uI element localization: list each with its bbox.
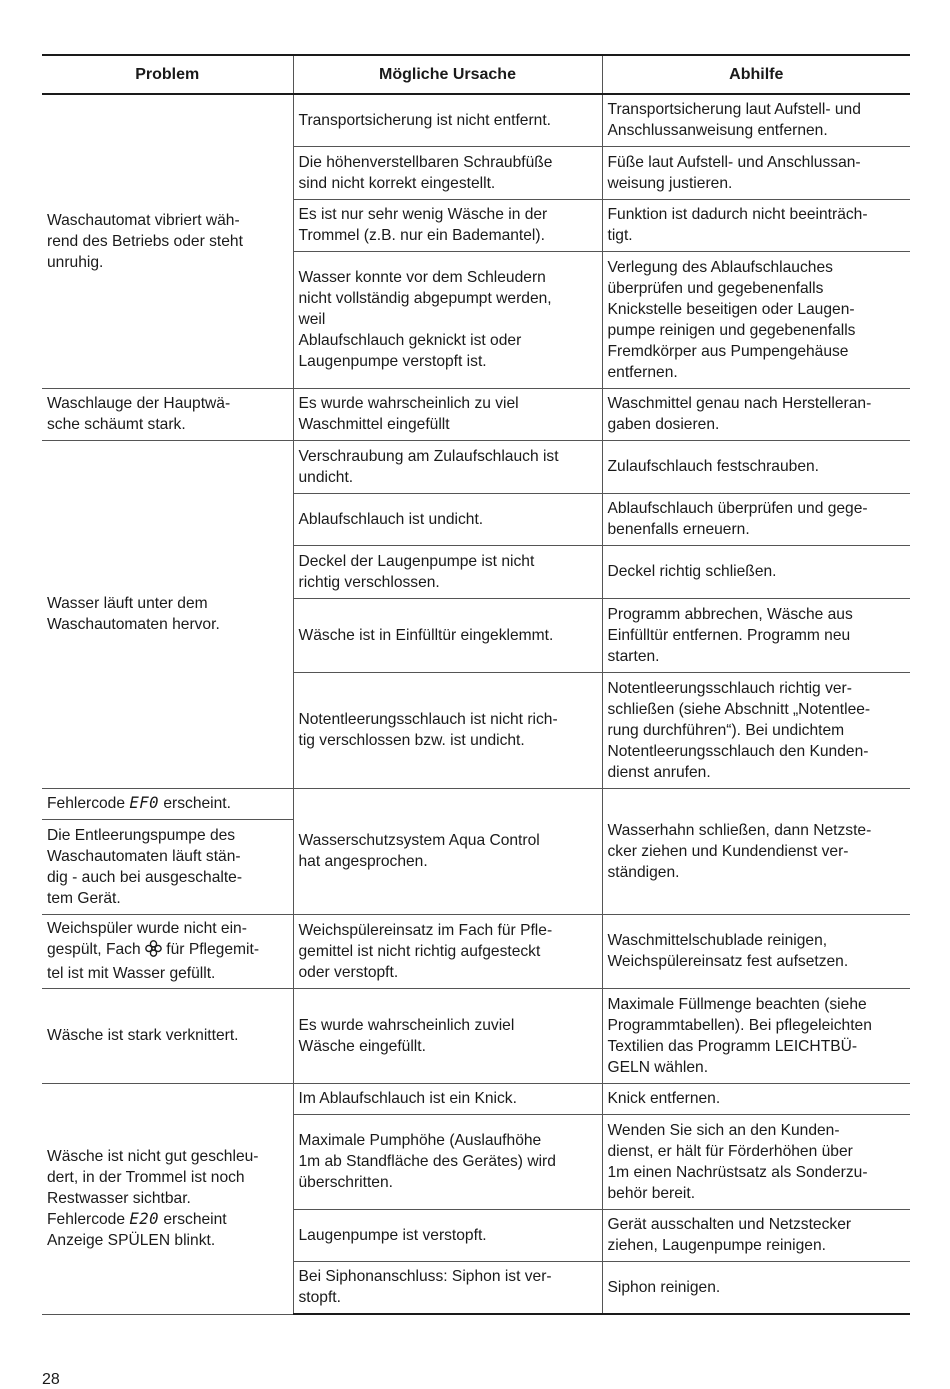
remedy-cell: Gerät ausschalten und Netzstecker ziehen, Laugenpumpe reinigen. xyxy=(602,1209,910,1261)
table-row xyxy=(42,988,910,1083)
remedy-cell: Waschmittelschublade reinigen, Weichspülereinsatz fest aufsetzen. xyxy=(602,914,910,988)
cause-cell: Maximale Pumphöhe (Auslaufhöhe 1m ab Standfläche des Gerätes) wird überschritten. xyxy=(293,1114,602,1209)
problem-text: Wäsche ist nicht gut geschleu- dert, in der Trommel ist noch Restwasser sichtbar. xyxy=(47,1148,259,1207)
problem-text: erscheint. xyxy=(159,795,231,812)
remedy-cell: Transportsicherung laut Aufstell- und Anschlussanweisung entfernen. xyxy=(602,94,910,146)
remedy-cell: Notentleerungsschlauch richtig ver- schließen (siehe Abschnitt „Notentlee- rung durchführen“). Bei undichtem Notentleerungsschlauch den Kunden- dienst anrufen. xyxy=(602,672,910,788)
header-remedy: Abhilfe xyxy=(602,55,910,94)
cause-cell: Es wurde wahrscheinlich zu viel Waschmittel eingefüllt xyxy=(293,388,602,440)
cause-cell: Ablaufschlauch ist undicht. xyxy=(293,493,602,545)
troubleshooting-table xyxy=(42,54,910,1315)
problem-cell: Waschlauge der Hauptwä- sche schäumt stark. xyxy=(42,388,293,440)
cause-cell: Deckel der Laugenpumpe ist nicht richtig verschlossen. xyxy=(293,545,602,598)
problem-cell xyxy=(42,94,293,388)
remedy-cell: Programm abbrechen, Wäsche aus Einfülltür entfernen. Programm neu starten. xyxy=(602,598,910,672)
remedy-cell: Siphon reinigen. xyxy=(602,1261,910,1314)
error-code-display: EF0 xyxy=(129,794,160,812)
cause-cell: Die höhenverstellbaren Schraubfüße sind nicht korrekt eingestellt. xyxy=(293,146,602,199)
remedy-cell: Knick entfernen. xyxy=(602,1083,910,1114)
table-header-row xyxy=(42,55,910,94)
error-code-display: E20 xyxy=(129,1210,160,1228)
table-row xyxy=(42,914,910,988)
remedy-cell: Waschmittel genau nach Herstelleran- gaben dosieren. xyxy=(602,388,910,440)
remedy-cell: Verlegung des Ablaufschlauches überprüfen und gegebenenfalls Knickstelle beseitigen oder Laugen- pumpe reinigen und gegebenenfalls Fremdkörper aus Pumpengehäuse entfernen. xyxy=(602,251,910,388)
problem-text: Anzeige SPÜLEN blinkt. xyxy=(47,1232,216,1249)
cause-cell: Im Ablaufschlauch ist ein Knick. xyxy=(293,1083,602,1114)
problem-cell xyxy=(42,1083,293,1314)
remedy-cell: Deckel richtig schließen. xyxy=(602,545,910,598)
problem-cell: Die Entleerungspumpe des Waschautomaten läuft stän- dig - auch bei ausgeschalte- tem Gerät. xyxy=(42,819,293,914)
problem-text: tel ist mit Wasser gefüllt. xyxy=(47,965,216,982)
header-cause: Mögliche Ursache xyxy=(293,55,602,94)
cause-cell: Wasser konnte vor dem Schleudern nicht vollständig abgepumpt werden, weil Ablaufschlauch geknickt ist oder Laugenpumpe verstopft ist. xyxy=(293,251,602,388)
problem-text: Waschautomat vibriert wäh- rend des Betriebs oder steht unruhig. xyxy=(47,211,243,271)
cause-cell: Bei Siphonanschluss: Siphon ist ver- stopft. xyxy=(293,1261,602,1314)
table-row xyxy=(42,1083,910,1114)
cause-cell: Weichspülereinsatz im Fach für Pfle- gemittel ist nicht richtig aufgesteckt oder verstopft. xyxy=(293,914,602,988)
problem-text: Fehlercode xyxy=(47,1211,130,1228)
remedy-cell: Zulaufschlauch festschrauben. xyxy=(602,440,910,493)
remedy-cell: Funktion ist dadurch nicht beeinträch- tigt. xyxy=(602,199,910,251)
troubleshooting-page xyxy=(42,54,910,1315)
problem-text: Weichspüler wurde nicht ein- xyxy=(47,920,247,937)
table-row xyxy=(42,94,910,146)
problem-text: gespült, Fach xyxy=(47,941,145,958)
problem-cell xyxy=(42,914,293,988)
table-row xyxy=(42,788,910,819)
table-row xyxy=(42,440,910,493)
cause-cell: Verschraubung am Zulaufschlauch ist undicht. xyxy=(293,440,602,493)
remedy-cell: Ablaufschlauch überprüfen und gege- benenfalls erneuern. xyxy=(602,493,910,545)
flower-icon xyxy=(145,940,162,963)
cause-cell: Es ist nur sehr wenig Wäsche in der Trommel (z.B. nur ein Bademantel). xyxy=(293,199,602,251)
problem-cell: Wasser läuft unter dem Waschautomaten hervor. xyxy=(42,440,293,788)
problem-text: Fehlercode xyxy=(47,795,130,812)
cause-cell: Wäsche ist in Einfülltür eingeklemmt. xyxy=(293,598,602,672)
cause-cell: Wasserschutzsystem Aqua Control hat angesprochen. xyxy=(293,788,602,914)
problem-cell: Wäsche ist stark verknittert. xyxy=(42,988,293,1083)
remedy-cell: Wasserhahn schließen, dann Netzste- cker ziehen und Kundendienst ver- ständigen. xyxy=(602,788,910,914)
header-problem: Problem xyxy=(42,55,293,94)
cause-cell: Notentleerungsschlauch ist nicht rich- tig verschlossen bzw. ist undicht. xyxy=(293,672,602,788)
remedy-cell: Maximale Füllmenge beachten (siehe Programmtabellen). Bei pflegeleichten Textilien das Programm LEICHTBÜ- GELN wählen. xyxy=(602,988,910,1083)
problem-text: für Pflegemit- xyxy=(161,941,260,958)
cause-cell: Es wurde wahrscheinlich zuviel Wäsche eingefüllt. xyxy=(293,988,602,1083)
remedy-cell: Wenden Sie sich an den Kunden- dienst, er hält für Förderhöhen über 1m einen Nachrüstsatz als Sonderzu- behör bereit. xyxy=(602,1114,910,1209)
problem-text: erscheint xyxy=(159,1211,227,1228)
table-row xyxy=(42,388,910,440)
problem-cell-error-code xyxy=(42,788,293,819)
cause-cell: Laugenpumpe ist verstopft. xyxy=(293,1209,602,1261)
cause-cell: Transportsicherung ist nicht entfernt. xyxy=(293,94,602,146)
remedy-cell: Füße laut Aufstell- und Anschlussan- weisung justieren. xyxy=(602,146,910,199)
page-number: 28 xyxy=(42,1371,60,1388)
